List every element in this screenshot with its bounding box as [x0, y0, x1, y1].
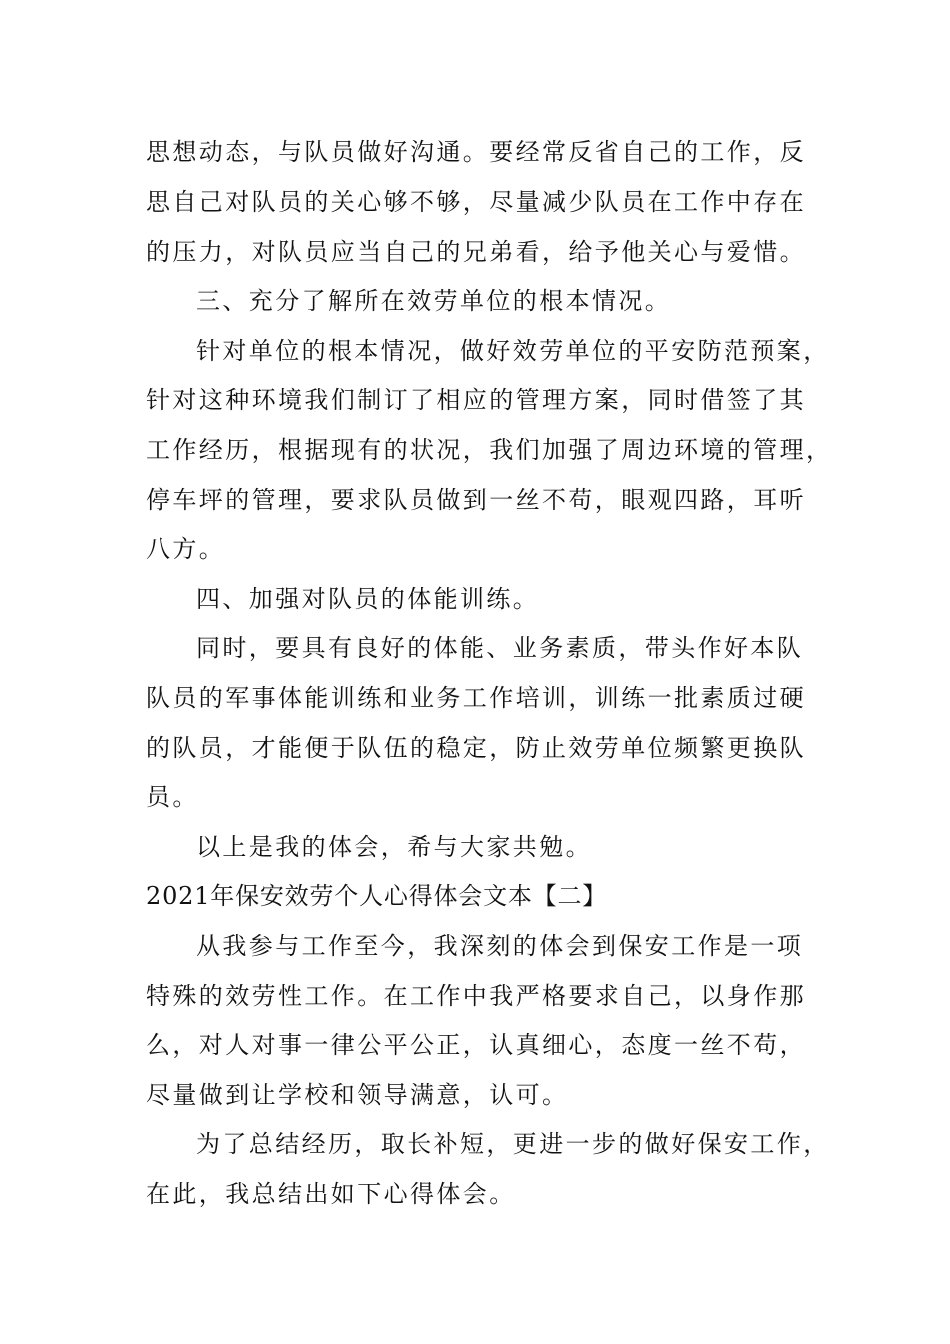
paragraph-line: 在此，我总结出如下心得体会。 — [146, 1180, 516, 1208]
paragraph-line: 队员的军事体能训练和业务工作培训，训练一批素质过硬 — [146, 684, 806, 712]
paragraph-line: 思自己对队员的关心够不够，尽量减少队员在工作中存在 — [146, 188, 806, 216]
article-title: 2021年保安效劳个人心得体会文本【二】 — [146, 882, 608, 910]
paragraph-line: 的队员，才能便于队伍的稳定，防止效劳单位频繁更换队 — [146, 734, 806, 762]
section-heading: 四、加强对队员的体能训练。 — [196, 585, 540, 613]
paragraph-line: 特殊的效劳性工作。在工作中我严格要求自己，以身作那 — [146, 982, 806, 1010]
paragraph-line: 八方。 — [146, 535, 226, 563]
paragraph-line: 针对这种环境我们制订了相应的管理方案，同时借签了其 — [146, 386, 806, 414]
paragraph-line: 以上是我的体会，希与大家共勉。 — [196, 833, 592, 861]
paragraph-line: 针对单位的根本情况，做好效劳单位的平安防范预案， — [196, 337, 830, 365]
paragraph-line: 员。 — [146, 783, 199, 811]
paragraph-line: 停车坪的管理，要求队员做到一丝不苟，眼观四路，耳听 — [146, 486, 806, 514]
paragraph-line: 同时，要具有良好的体能、业务素质，带头作好本队 — [196, 634, 804, 662]
paragraph-line: 工作经历，根据现有的状况，我们加强了周边环境的管理， — [146, 436, 833, 464]
paragraph-line: 思想动态，与队员做好沟通。要经常反省自己的工作，反 — [146, 138, 806, 166]
section-heading: 三、充分了解所在效劳单位的根本情况。 — [196, 287, 672, 315]
paragraph-line: 尽量做到让学校和领导满意，认可。 — [146, 1081, 569, 1109]
paragraph-line: 为了总结经历，取长补短，更进一步的做好保安工作， — [196, 1130, 830, 1158]
paragraph-line: 么，对人对事一律公平公正，认真细心，态度一丝不苟， — [146, 1031, 806, 1059]
paragraph-line: 从我参与工作至今，我深刻的体会到保安工作是一项 — [196, 932, 804, 960]
paragraph-line: 的压力，对队员应当自己的兄弟看，给予他关心与爱惜。 — [146, 238, 806, 266]
